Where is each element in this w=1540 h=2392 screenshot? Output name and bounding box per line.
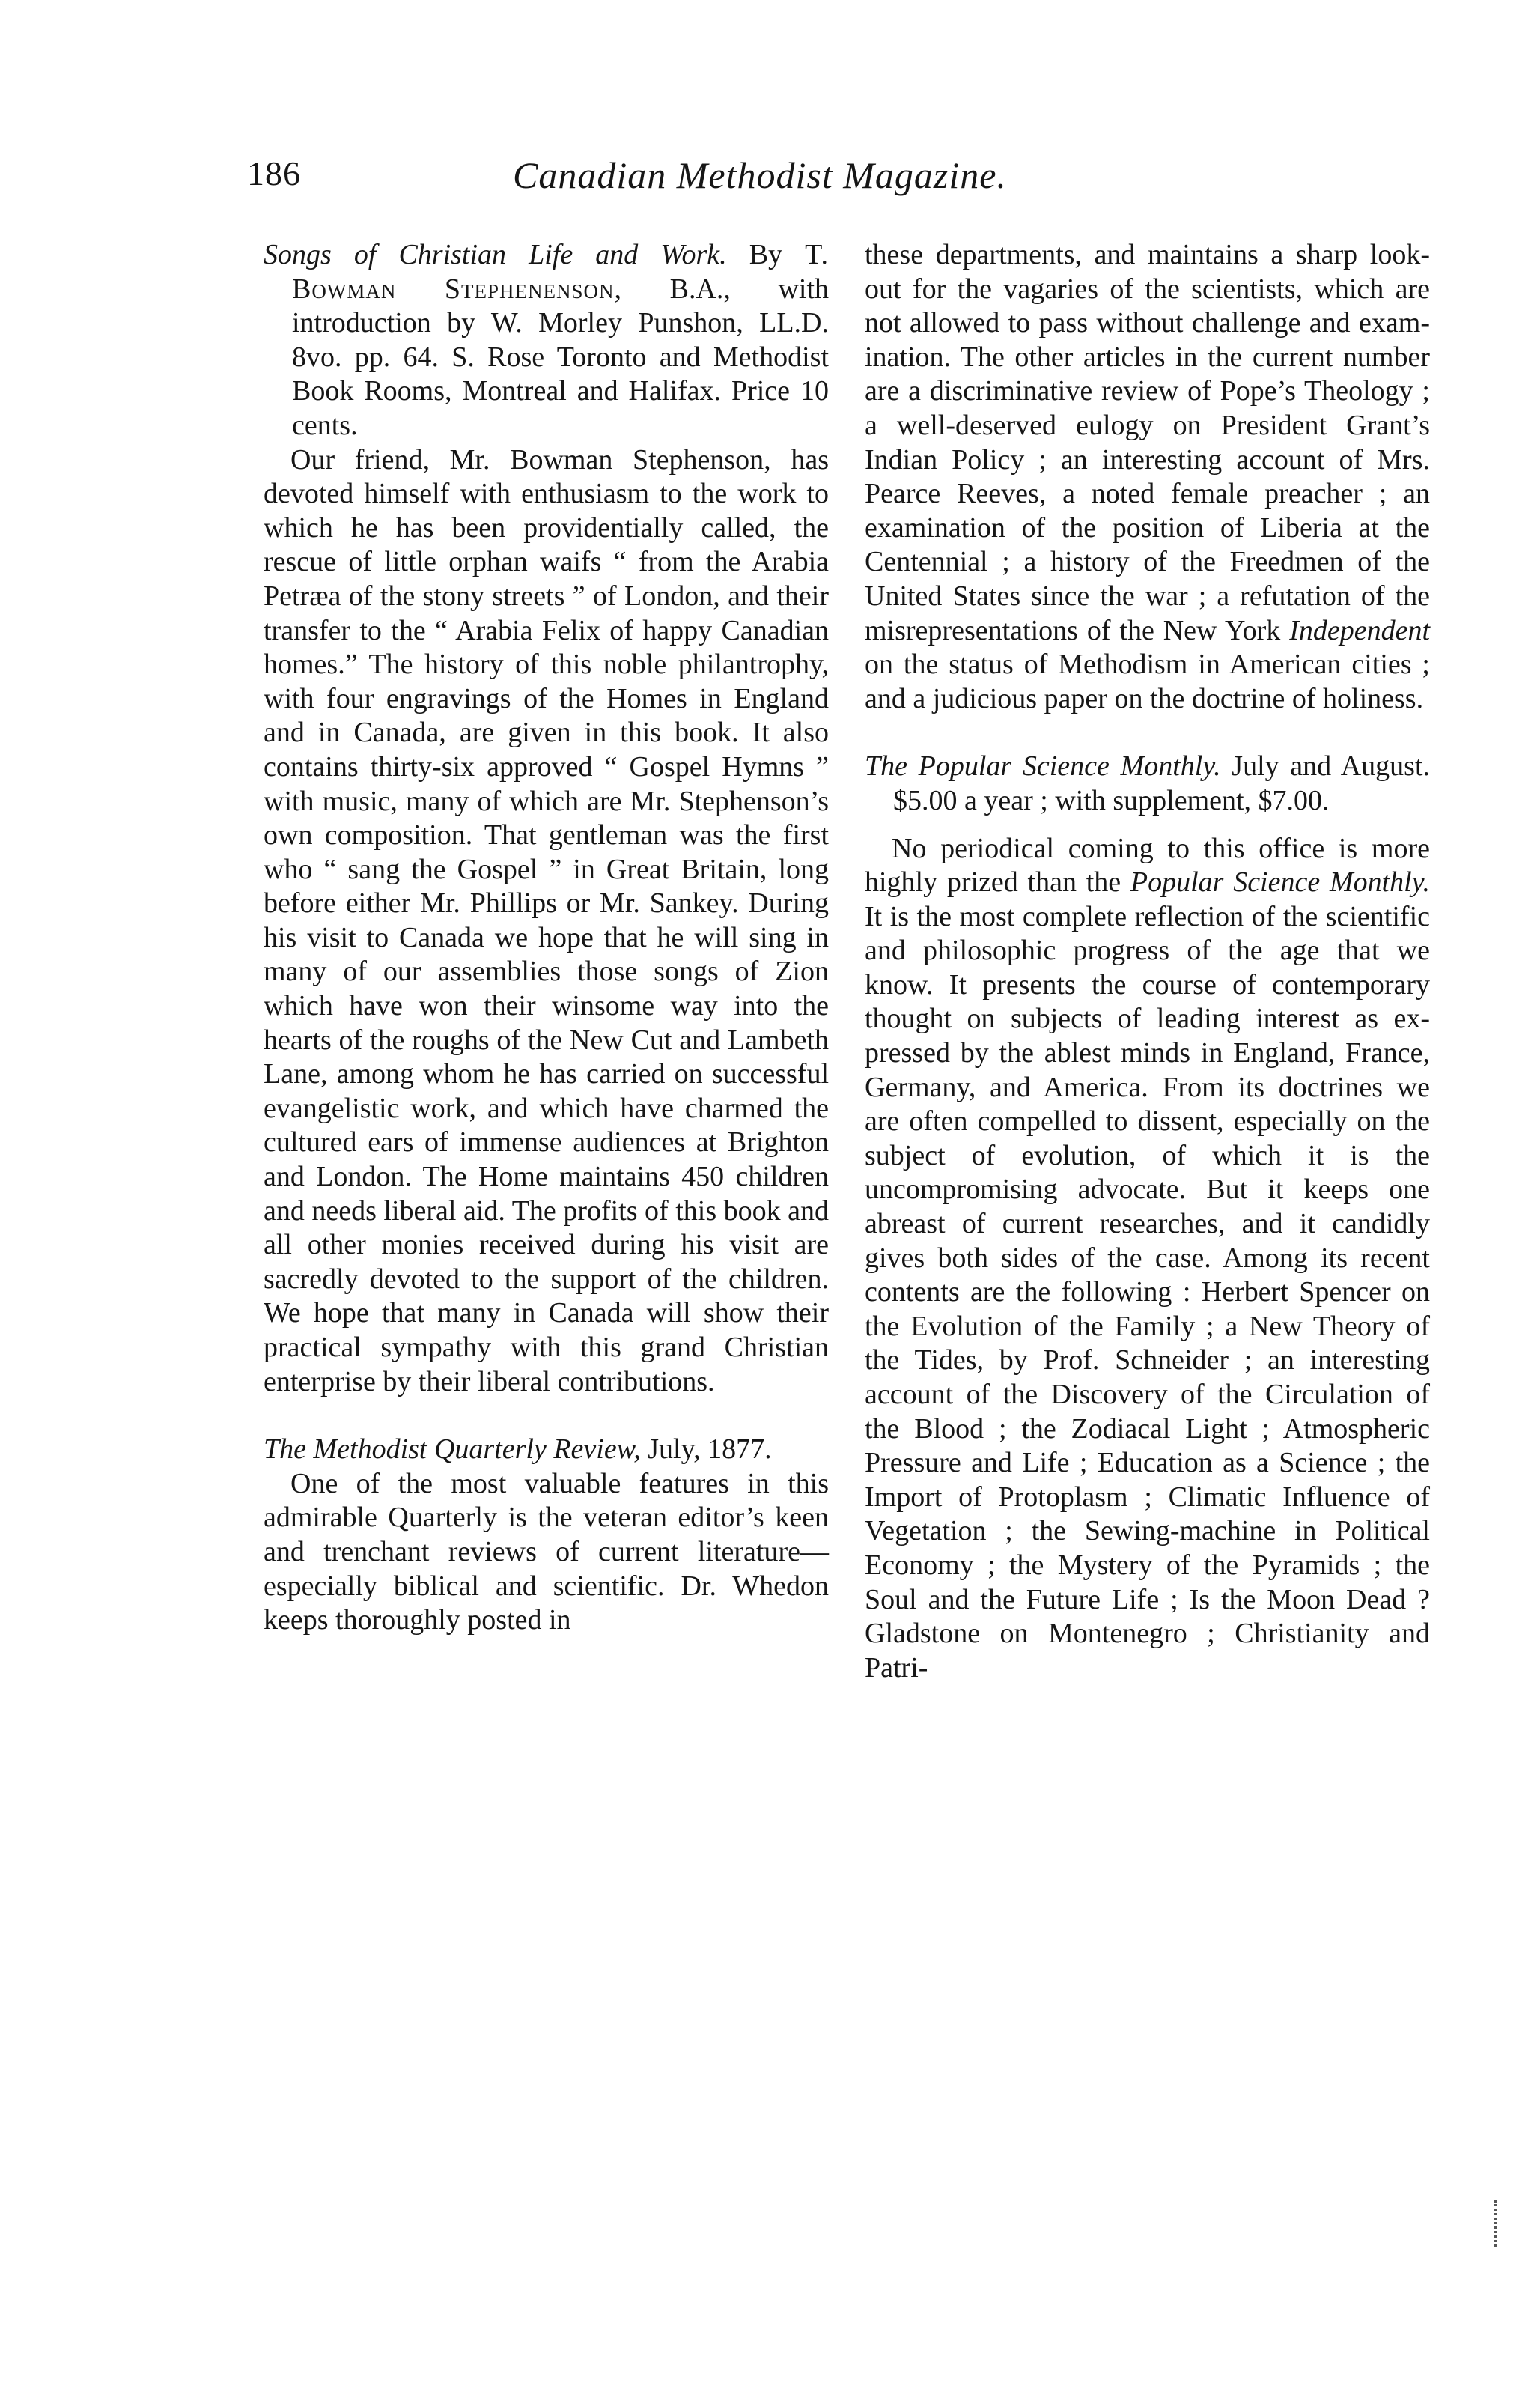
page-header: [247, 154, 1142, 213]
right-column: [865, 238, 1430, 1685]
review-heading-songs: [264, 238, 829, 443]
running-title: Canadian Methodist Magazine.: [513, 154, 1007, 196]
page-number: 186: [247, 154, 301, 192]
italic-title: Independent: [1289, 614, 1430, 646]
review-title: The Popular Science Monthly.: [865, 750, 1221, 783]
review-heading-science: [865, 750, 1430, 818]
review-by: By: [749, 239, 783, 270]
review-details: July, 1877.: [648, 1433, 772, 1466]
review-title: Songs of Christian Life and Work.: [264, 239, 727, 270]
review-heading-quarterly: [264, 1433, 829, 1467]
section-gap: [264, 1399, 829, 1433]
italic-title: Popular Science Monthly.: [1130, 866, 1430, 899]
review-details: B.A., with introduction by W. Morley Punshon, LL.D. 8vo. pp. 64. S. Rose Toronto and Methodist Book Rooms, Montreal and Halifax. Price 10 cents.: [292, 273, 829, 441]
body-text: these departments, and maintains a sharp look-out for the vagaries of the scientists, which are not allowed to pass without challenge and examination. The other articles in the current number are a discriminative review of Pope’s Theology ; a well-deserved eulogy on President Grant’s Indian Policy ; an interesting account of Mrs. Pearce Reeves, a noted female preacher ; an examination of the position of Liberia at the Centennial ; a history of the Freedmen of the United States since the war ; a refutation of the misrepresentations of the New York: [865, 239, 1430, 646]
body-text: No periodical coming to this office is more highly prized than the: [865, 832, 1430, 899]
section-gap: [865, 716, 1430, 750]
review-title: The Methodist Quarterly Review,: [264, 1433, 641, 1466]
review-body-songs: Our friend, Mr. Bowman Stephenson, has devoted himself with enthusiasm to the work to which he has been providentially called, the rescue of little orphan waifs “ from the Arabia Petræa of the stony streets ” of London, and their transfer to the “ Arabia Felix of happy Canadian homes.” The history of this noble philantrophy, with four engravings of the Homes in England and in Canada, are given in this book. It also contains thirty-six approved “ Gospel Hymns ” with music, many of which are Mr. Stephenson’s own composition. That gentleman was the first who “ sang the Gospel ” in Great Britain, long before either Mr. Phillips or Mr. Sankey. During his visit to Canada we hope that he will sing in many of our assemblies those songs of Zion which have won their winsome way into the hearts of the roughs of the New Cut and Lambeth Lane, among whom he has carried on successful evangelistic work, and which have charmed the cultured ears of immense audiences at Brighton and London. The Home maintains 450 children and needs liberal aid. The profits of this book and all other monies received during his visit are sacredly devoted to the support of the children. We hope that many in Canada will show their practical sympathy with this grand Christian enterprise by their liberal contributions.: [264, 443, 829, 1397]
review-body-quarterly: One of the most valuable features in this admirable Quarterly is the veteran editor’s keen and trenchant reviews of current literature—especially biblical and scientific. Dr. Whedon keeps thoroughly posted in: [264, 1467, 829, 1636]
review-body-quarterly-continued: [865, 238, 1430, 716]
left-column: [264, 238, 829, 1638]
body-text: It is the most complete reflection of the scientific and philosophic progress of the age that we know. It presents the course of contemporary thought on subjects of leading interest as expressed by the ablest minds in England, France, Germany, and America. From its doctrines we are often compelled to dissent, especially on the subject of evolution, of which it is the uncompromising advocate. But it keeps one abreast of current researches, and it candidly gives both sides of the case. Among its recent contents are the following : Herbert Spencer on the Evolution of the Family ; a New Theory of the Tides, by Prof. Schneider ; an interesting account of the Discovery of the Circulation of the Blood ; the Zodiacal Light ; Atmospheric Pressure and Life ; Education as a Science ; the Import of Protoplasm ; Climatic Influence of Vegetation ; the Sewing-machine in Political Economy ; the Mystery of the Pyramids ; the Soul and the Future Life ; Is the Moon Dead ? Gladstone on Montenegro ; Christianity and Patri-: [865, 900, 1430, 1684]
review-body-science: [865, 832, 1430, 1686]
body-text: on the status of Methodism in American cities ; and a judicious paper on the doctrine of holiness.: [865, 649, 1430, 714]
review-details: July and August. $5.00 a year ; with supplement, $7.00.: [893, 750, 1431, 816]
margin-mark: [1494, 2200, 1499, 2247]
review-author: T. Bowman Stephenenson,: [292, 239, 830, 305]
